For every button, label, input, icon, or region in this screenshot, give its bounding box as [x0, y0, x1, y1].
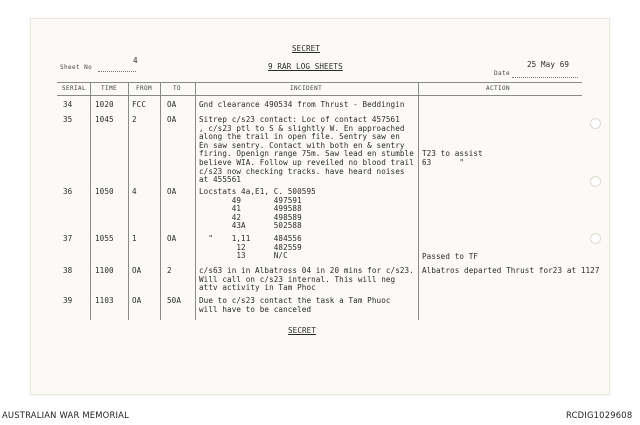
row-39-to: 50A: [167, 296, 182, 305]
row-35-incident-line: Sitrep c/s23 contact: Loc of contact 457561: [199, 115, 400, 124]
row-35-incident-line: along the trail in open file. Sentry saw en: [199, 132, 400, 142]
row-34-incident-line: Gnd clearance 490534 from Thrust - Beddingin: [199, 100, 405, 109]
column-divider: [418, 82, 419, 320]
table-header-rule: [57, 95, 582, 96]
date-line: [512, 77, 578, 78]
row-35-incident-line: En saw sentry. Contact with both en & sentry: [199, 140, 405, 150]
row-36-time: 1050: [95, 187, 114, 196]
row-38-incident-line: attv activity in Tam Phoc: [199, 283, 316, 293]
column-header-from: FROM: [136, 85, 153, 92]
row-38-serial: 38: [63, 266, 73, 275]
row-35-incident-line: believe WIA. Follow up reveiled no blood trail: [199, 158, 414, 167]
row-36-from: 4: [132, 187, 137, 196]
row-34-serial: 34: [63, 100, 73, 109]
row-39-incident-line: Due to c/s23 contact the task a Tam Phuoc: [199, 296, 391, 305]
row-36-incident-line: 42 498589: [199, 212, 302, 222]
row-35-serial: 35: [63, 115, 73, 124]
row-36-incident-line: 43A 502588: [199, 221, 302, 231]
row-37-incident-line: 13 N/C: [199, 251, 288, 261]
row-38-to: 2: [167, 266, 172, 275]
row-35-to: OA: [167, 115, 177, 124]
row-36-to: OA: [167, 187, 177, 196]
row-38-time: 1100: [95, 266, 114, 275]
row-34-time: 1020: [95, 100, 114, 109]
row-39-incident-line: will have to be canceled: [199, 304, 312, 314]
date-value: 25 May 69: [527, 60, 570, 69]
row-36-serial: 36: [63, 187, 73, 196]
punch-hole: [590, 233, 601, 244]
column-divider: [90, 82, 91, 320]
row-35-incident-line: , c/s23 ptl to S & slightly W. En approached: [199, 123, 405, 133]
row-39-from: OA: [132, 296, 142, 305]
row-37-time: 1055: [95, 234, 114, 243]
row-34-to: OA: [167, 100, 177, 109]
column-header-to: TO: [173, 85, 182, 92]
date-label: Date: [494, 70, 511, 77]
row-35-time: 1045: [95, 115, 114, 124]
archive-credit: AUSTRALIAN WAR MEMORIAL: [2, 410, 129, 420]
column-divider: [160, 82, 161, 320]
row-34-from: FCC: [132, 100, 147, 109]
table-top-rule: [57, 82, 582, 83]
row-37-from: 1: [132, 234, 137, 243]
column-header-incident: INCIDENT: [290, 85, 323, 92]
row-35-incident-line: firing. Openign range 75m. Saw lead en stumble: [199, 149, 414, 159]
archive-reference: RCDIG1029608: [566, 410, 633, 420]
row-35-action-line: 63 ": [422, 157, 465, 167]
row-38-from: OA: [132, 266, 142, 275]
row-36-incident-line: Locstats 4a,E1, C. 500595: [199, 187, 316, 196]
row-37-incident-line: " 1,11 484556: [199, 234, 302, 243]
row-35-incident-line: c/s23 now checking tracks. have heard noises: [199, 166, 405, 176]
column-header-time: TIME: [101, 85, 118, 92]
row-35-incident-line: at 455561: [199, 175, 242, 185]
column-header-serial: SERIAL: [62, 85, 87, 92]
row-39-serial: 39: [63, 296, 73, 305]
row-39-time: 1103: [95, 296, 114, 305]
sheet-number-label: Sheet No: [60, 64, 93, 71]
sheet-number-value: 4: [133, 56, 138, 65]
row-35-from: 2: [132, 115, 137, 124]
classification-bottom: SECRET: [288, 326, 317, 335]
row-38-action-line: Albatros departed Thrust for23 at 1127: [422, 266, 600, 275]
column-divider: [128, 82, 129, 320]
row-38-incident-line: Will call on c/s23 internal. This will neg: [199, 274, 396, 284]
punch-hole: [590, 118, 601, 129]
column-header-action: ACTION: [486, 85, 511, 92]
row-35-action-line: T23 to assist: [422, 149, 483, 158]
row-38-incident-line: c/s63 in in Albatross 04 in 20 mins for c/s23.: [199, 266, 414, 275]
row-37-incident-line: 12 482559: [199, 242, 302, 252]
column-divider: [195, 82, 196, 320]
sheet-number-line: [98, 71, 136, 72]
row-37-action-line: Passed to TF: [422, 252, 479, 261]
row-36-incident-line: 49 497591: [199, 195, 302, 205]
classification-top: SECRET: [292, 44, 321, 53]
row-36-incident-line: 41 499588: [199, 204, 302, 214]
punch-hole: [590, 176, 601, 187]
row-37-serial: 37: [63, 234, 73, 243]
row-37-to: OA: [167, 234, 177, 243]
log-sheet-paper: [30, 18, 610, 395]
log-title: 9 RAR LOG SHEETS: [268, 62, 343, 71]
